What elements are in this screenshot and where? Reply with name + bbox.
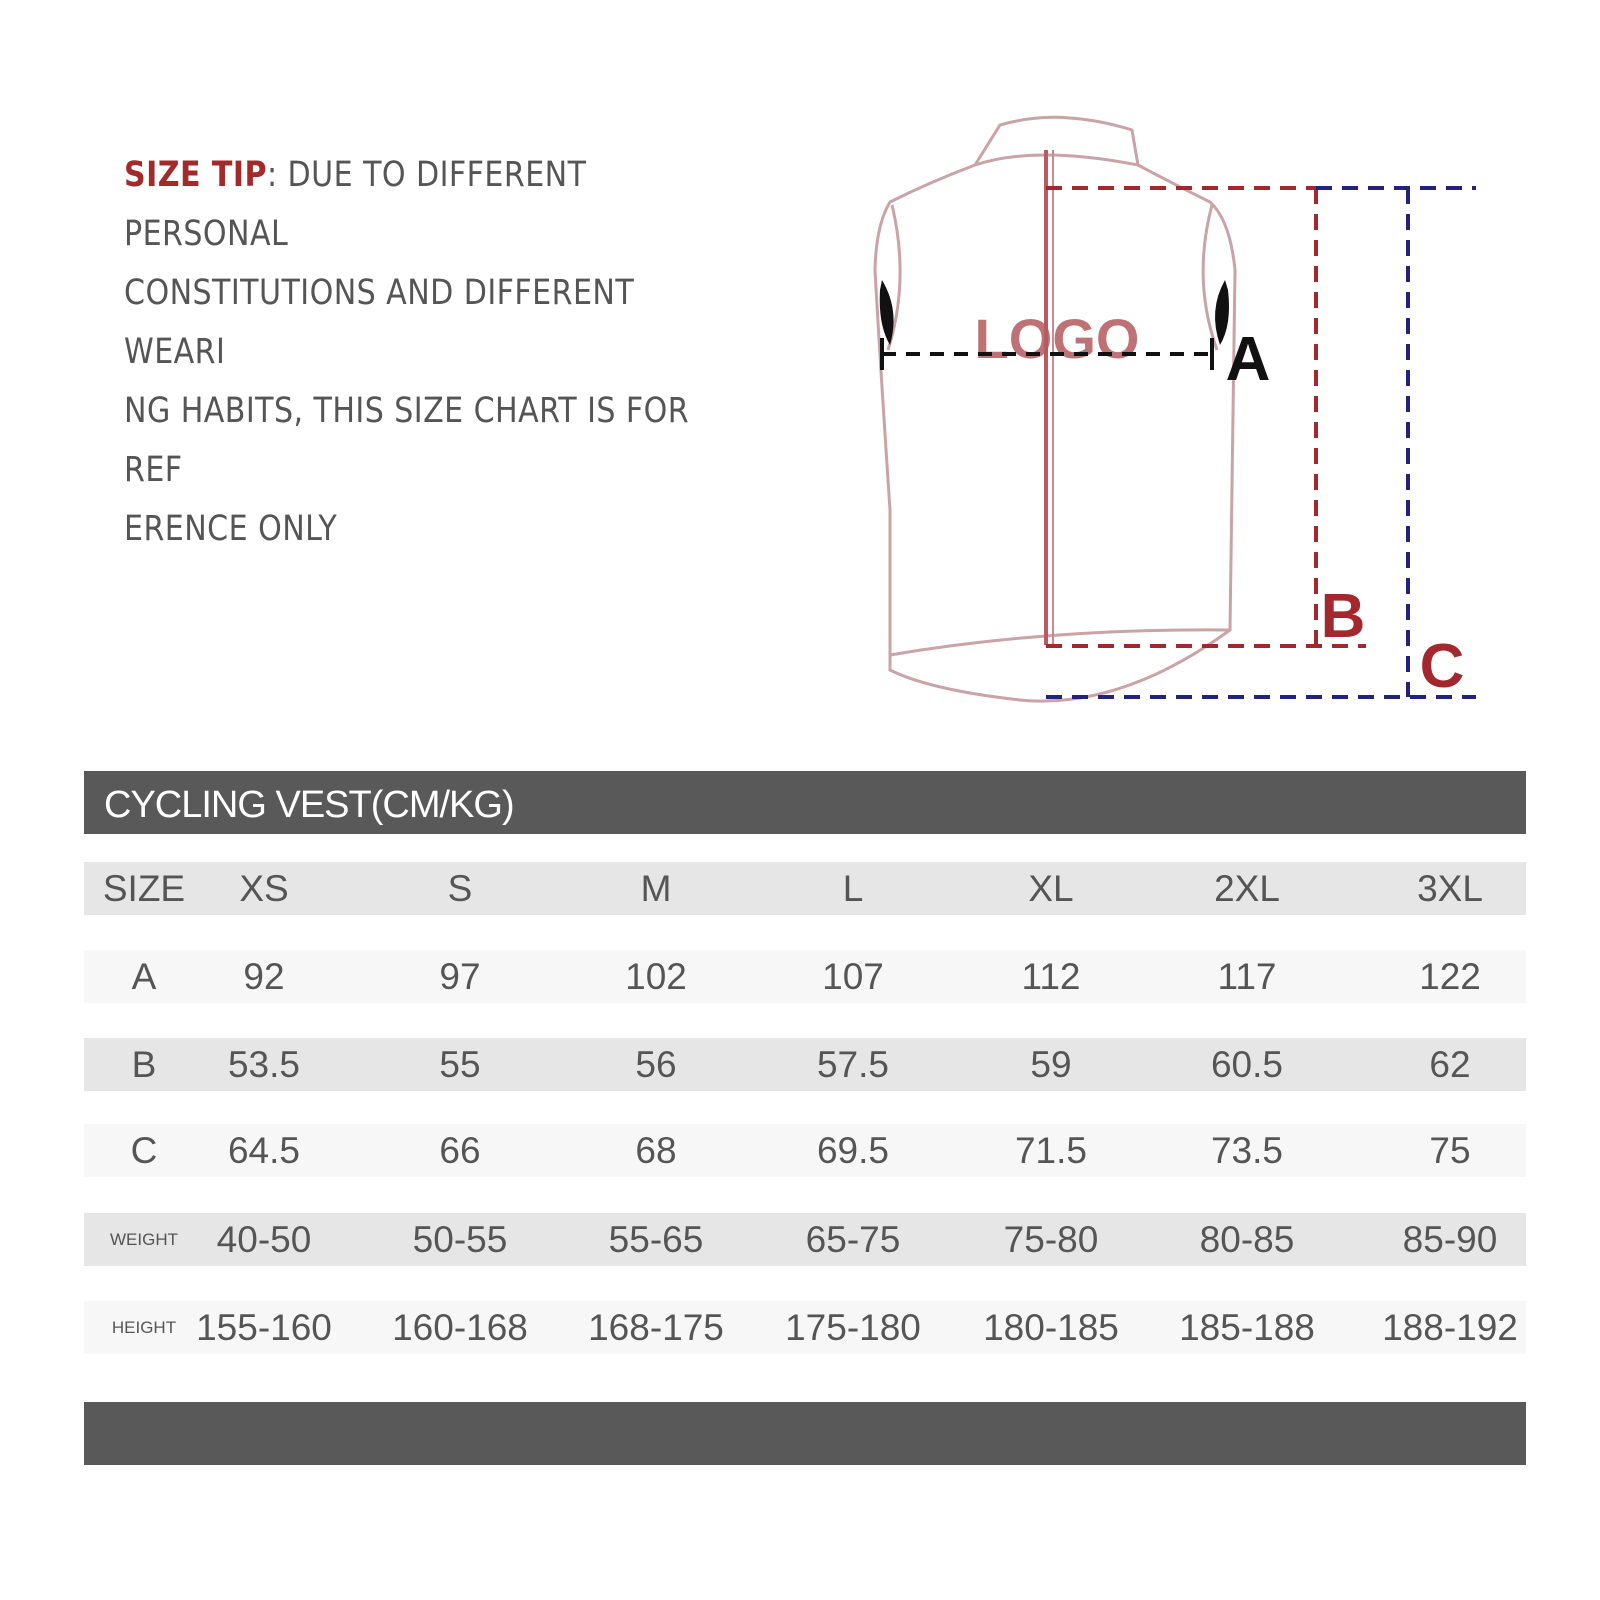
table-cell: 155-160 [196,1307,332,1348]
size-tip-line-1: : DUE TO DIFFERENT PERSONAL [124,155,587,254]
table-cell: 56 [635,1044,677,1085]
table-cell: 60.5 [1210,1044,1283,1085]
table-cell: 55 [439,1044,481,1085]
table-row [84,1124,1526,1177]
table-cell: 102 [625,956,687,997]
row-label: B [131,1044,157,1085]
row-label: WEIGHT [110,1230,178,1249]
table-title-bar [84,771,1526,834]
table-cell: 68 [635,1130,677,1171]
table-cell: 117 [1217,956,1277,997]
size-tip-line-4: ERENCE ONLY [124,509,338,549]
table-cell: 168-175 [588,1307,724,1348]
table-cell: 80-85 [1199,1219,1295,1260]
row-label: A [131,956,157,997]
table-cell: 85-90 [1402,1219,1498,1260]
table-cell: 57.5 [816,1044,889,1085]
table-cell: 73.5 [1210,1130,1283,1171]
table-cell: S [447,868,473,909]
logo-text: LOGO [974,307,1140,370]
size-tip [124,146,726,559]
table-cell: 59 [1030,1044,1072,1085]
label-a: A [1225,325,1271,394]
table-cell: 175-180 [785,1307,921,1348]
table-cell: 185-188 [1179,1307,1315,1348]
table-cell: 53.5 [227,1044,300,1085]
table-cell: 75 [1429,1130,1471,1171]
label-c: C [1419,632,1465,701]
size-tip-line-2: CONSTITUTIONS AND DIFFERENT WEARI [124,273,635,372]
table-cell: 92 [243,956,285,997]
label-b: B [1320,582,1366,651]
table-cell: 75-80 [1003,1219,1099,1260]
table-cell: 65-75 [805,1219,901,1260]
table-cell: M [640,868,672,909]
size-tip-line-3: NG HABITS, THIS SIZE CHART IS FOR REF [124,391,690,490]
table-cell: 66 [439,1130,481,1171]
table-cell: 112 [1021,956,1081,997]
row-label: HEIGHT [111,1318,177,1337]
table-cell: 122 [1419,956,1481,997]
table-title: CYCLING VEST(CM/KG) [104,784,514,826]
measure-b [1046,188,1366,646]
row-label: SIZE [102,868,186,909]
table-cell: 3XL [1417,868,1483,909]
table-cell: 50-55 [412,1219,508,1260]
row-label: C [130,1130,158,1171]
size-tip-lead: SIZE TIP [124,155,267,195]
table-cell: 69.5 [816,1130,889,1171]
table-cell: 188-192 [1382,1307,1518,1348]
table-cell: 40-50 [216,1219,312,1260]
table-cell: 160-168 [392,1307,528,1348]
table-row [84,1301,1526,1354]
table-cell: L [842,868,864,909]
table-header-row [84,862,1526,915]
table-cell: XL [1028,868,1074,909]
table-row [84,950,1526,1003]
table-row [84,1213,1526,1266]
table-cell: 64.5 [227,1130,300,1171]
table-cell: 180-185 [983,1307,1119,1348]
table-cell: 55-65 [608,1219,704,1260]
table-row [84,1038,1526,1091]
table-footer-bar [84,1402,1526,1465]
table-cell: XS [239,868,289,909]
table-cell: 2XL [1214,868,1280,909]
table-cell: 71.5 [1014,1130,1087,1171]
vest-outline [875,117,1235,701]
table-cell: 62 [1429,1044,1471,1085]
table-cell: 107 [822,956,884,997]
vest-diagram [870,110,1510,730]
table-cell: 97 [439,956,481,997]
measure-c [1046,188,1476,697]
armhole-shadow-left [880,280,894,345]
